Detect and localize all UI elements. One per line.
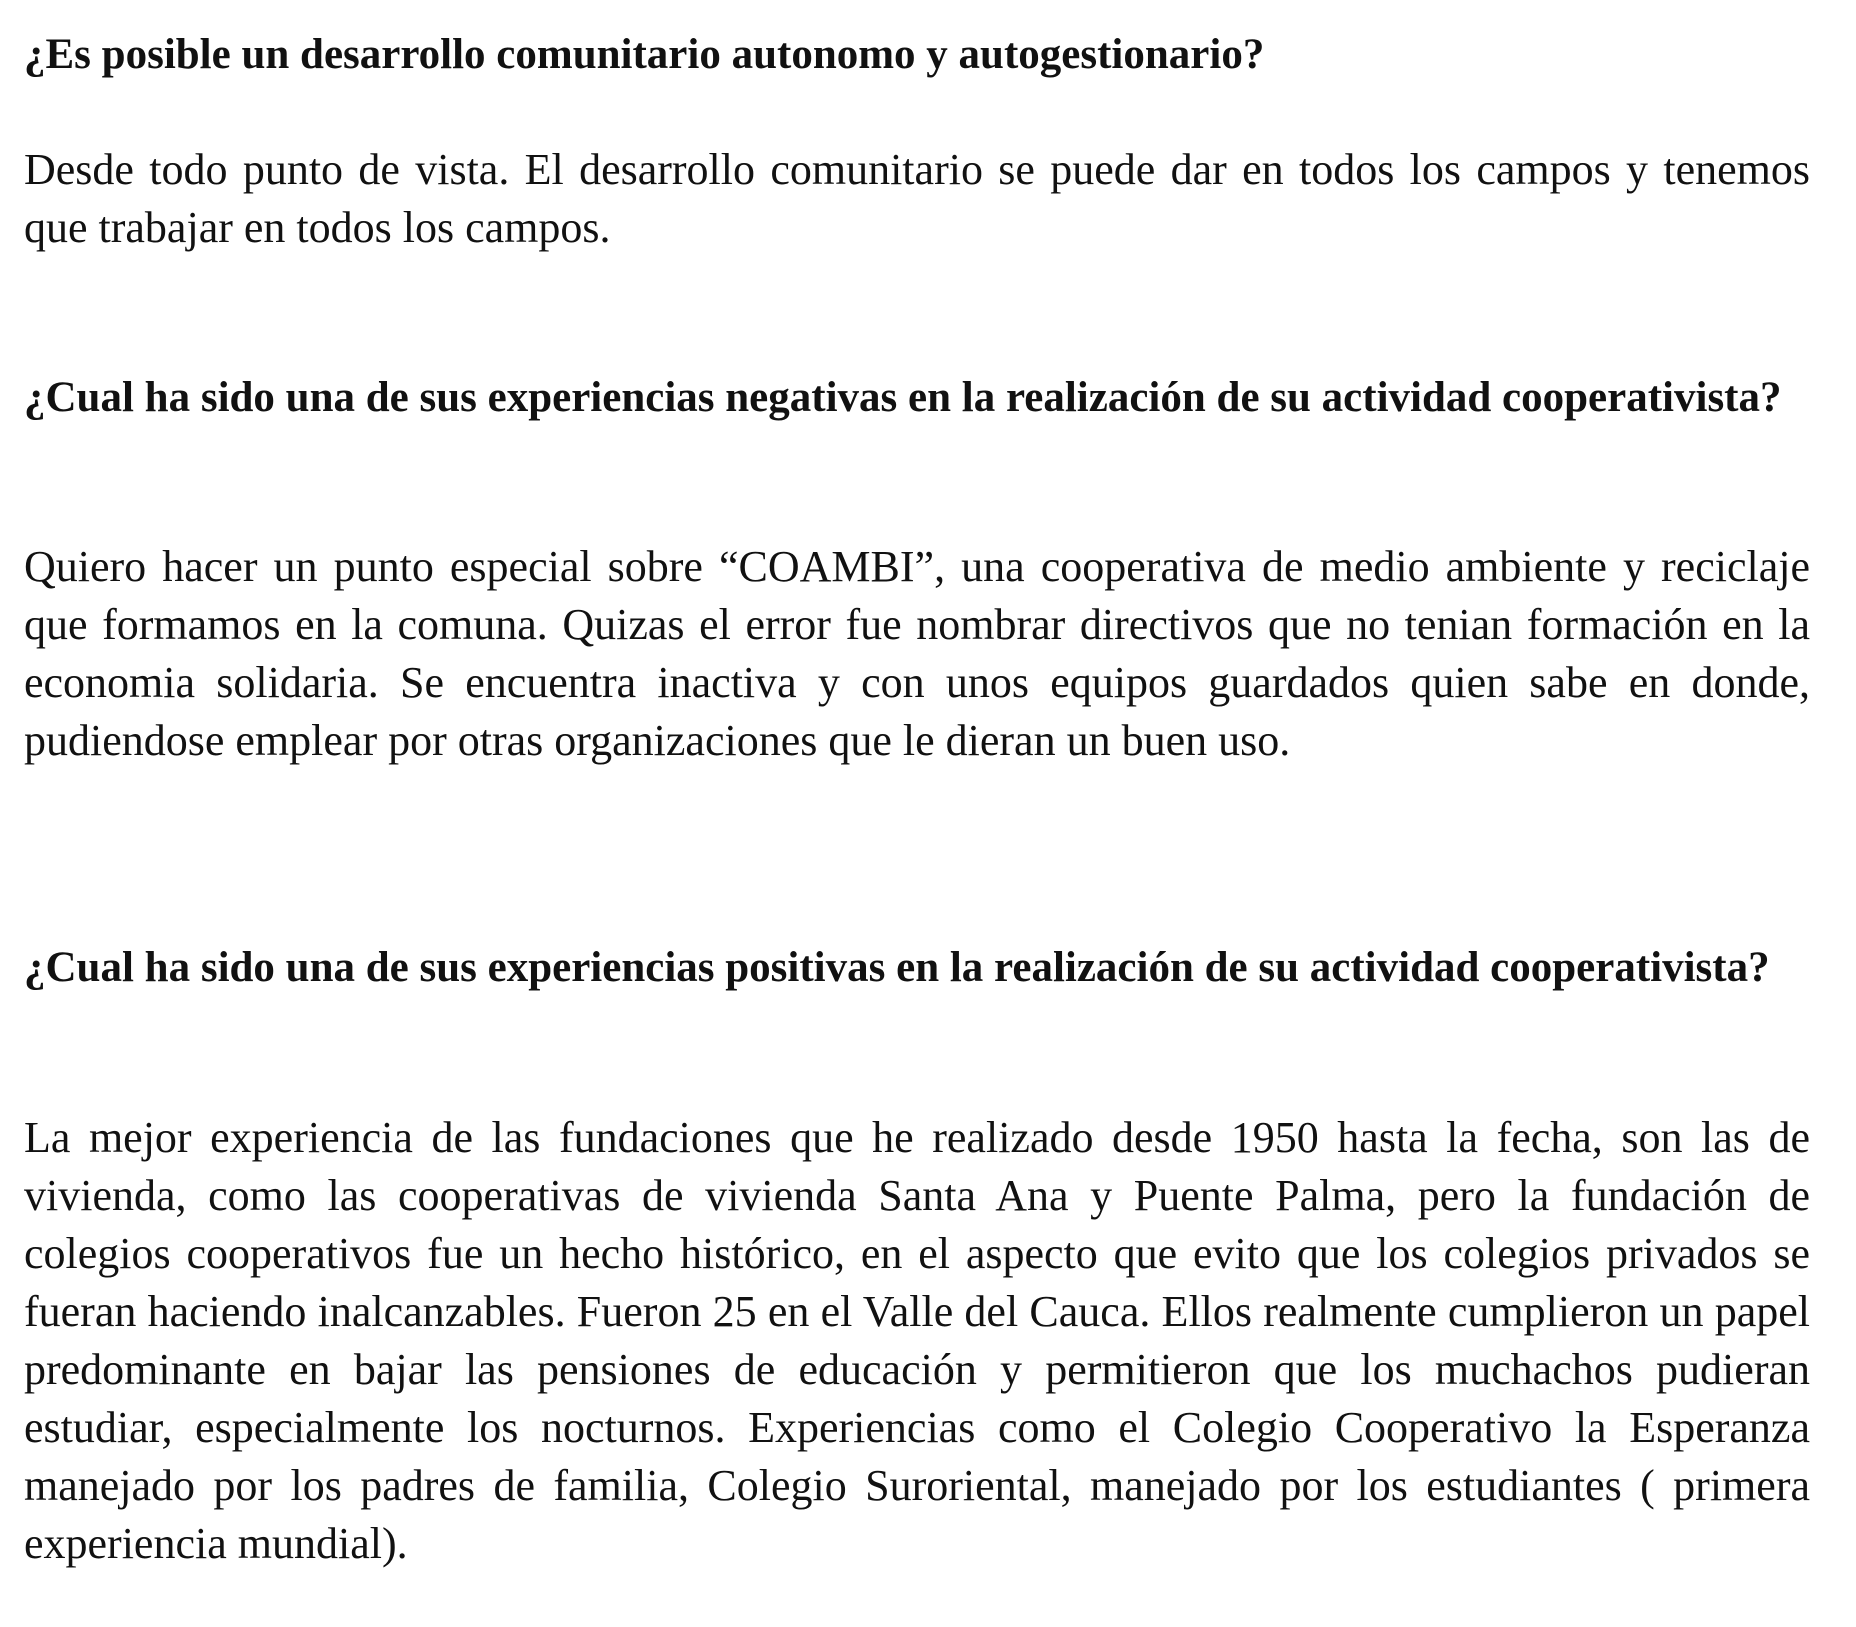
question-positive-experiences: ¿Cual ha sido una de sus experiencias positivas en la realización de su actividad cooperativista? [24, 944, 1770, 991]
answer-positive-experiences: La mejor experiencia de las fundaciones que he realizado desde 1950 hasta la fecha, son las de vivienda, como las cooperativas de vivienda Santa Ana y Puente Palma, pero la fundación de colegios cooperativos fue un hecho histórico, en el aspecto que evito que los colegios privados se fueran haciendo inalcanzables. Fueron 25 en el Valle del Cauca. Ellos realmente cumplieron un papel predominante en bajar las pensiones de educación y permitieron que los muchachos pudieran estudiar, especialmente los nocturnos. Experiencias como el Colegio Cooperativo la Esperanza manejado por los padres de familia, Colegio Suroriental, manejado por los estudiantes ( primera experiencia mundial). [24, 1113, 1810, 1568]
answer-autonomous-development: Desde todo punto de vista. El desarrollo comunitario se puede dar en todos los campos y tenemos que trabajar en todos los campos. [24, 145, 1810, 252]
answer-negative-experiences: Quiero hacer un punto especial sobre “COAMBI”, una cooperativa de medio ambiente y reciclaje que formamos en la comuna. Quizas el error fue nombrar directivos que no tenian formación en la economia solidaria. Se encuentra inactiva y con unos equipos guardados quien sabe en donde, pudiendose emplear por otras organizaciones que le dieran un buen uso. [24, 542, 1810, 765]
question-autonomous-development: ¿Es posible un desarrollo comunitario autonomo y autogestionario? [24, 31, 1265, 78]
question-negative-experiences: ¿Cual ha sido una de sus experiencias negativas en la realización de su actividad cooperativista? [24, 374, 1782, 421]
